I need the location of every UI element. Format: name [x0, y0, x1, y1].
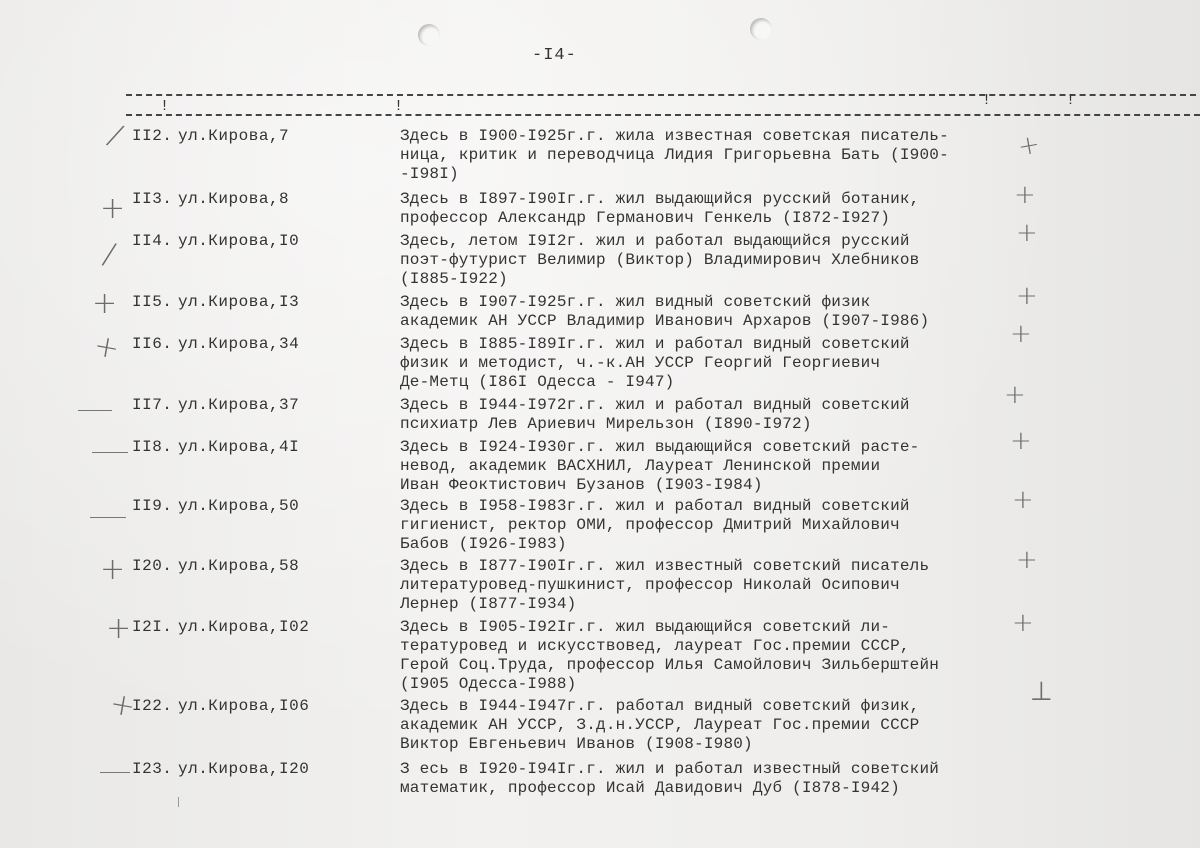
entry-address: ул.Кирова,I3 [178, 293, 300, 311]
page-number: -I4- [532, 46, 577, 65]
plus-mark-icon: + [1004, 380, 1026, 410]
entry-number: II5. [132, 293, 173, 311]
entry-text: Здесь в I877-I90Iг.г. жил известный советский писатель литературовед-пушкинист, профессор Николай Осипович Лернер (I877-I934) [400, 557, 930, 613]
entry-text: Здесь в I885-I89Iг.г. жил и работал видный советский физик и методист, ч.-к.АН УССР Георгий Георгиевич Де-Метц (I86I Одесса - I947) [400, 335, 910, 391]
entry-number: II4. [132, 232, 173, 250]
dash-mark-icon [90, 517, 126, 518]
entry-number: I22. [132, 697, 173, 715]
punch-hole [750, 18, 772, 40]
plus-mark-icon: + [1010, 426, 1032, 456]
plus-mark-icon: + [92, 286, 118, 321]
dash-mark-icon [78, 410, 112, 411]
plus-mark-icon: + [100, 552, 126, 587]
column-tick: ! [160, 98, 170, 115]
entry-address: ул.Кирова,I0 [178, 232, 300, 250]
plus-mark-icon: + [1016, 281, 1038, 311]
entry-text: Здесь в I944-I972г.г. жил и работал видный советский психиатр Лев Ариевич Мирельзон (I890-I972) [400, 396, 910, 433]
entry-address: ул.Кирова,37 [178, 396, 300, 414]
dash-mark-icon [100, 772, 130, 773]
entry-text: З есь в I920-I94Iг.г. жил и работал известный советский математик, профессор Исай Давидович Дуб (I878-I942) [400, 760, 940, 797]
entry-address: ул.Кирова,I06 [178, 697, 310, 715]
entry-number: I23. [132, 760, 173, 778]
entry-address: ул.Кирова,34 [178, 335, 300, 353]
entry-text: Здесь в I900-I925г.г. жила известная советская писатель- ница, критик и переводчица Лидия Григорьевна Бать (I900- -I98I) [400, 127, 949, 183]
entry-text: Здесь в I905-I92Iг.г. жил выдающийся советский ли- тературовед и искусствовед, лауреат Гос.премии СССР, Герой Соц.Труда, профессор Илья Самойлович Зильберштейн (I905 Одесса-I988) [400, 618, 940, 693]
header-rule [126, 114, 1200, 116]
column-tick: ! [394, 98, 404, 115]
plus-mark-icon: + [1015, 129, 1043, 163]
plus-mark-icon: + [106, 611, 132, 646]
plus-mark-icon: + [1016, 218, 1038, 248]
entry-number: II2. [132, 127, 173, 145]
entry-number: II7. [132, 396, 173, 414]
plus-mark-icon: ⊥ [1030, 677, 1053, 707]
entry-address: ул.Кирова,50 [178, 497, 300, 515]
dash-mark-icon [92, 452, 128, 453]
entry-text: Здесь, летом I9I2г. жил и работал выдающийся русский поэт-футурист Велимир (Виктор) Владимирович Хлебников (I885-I922) [400, 232, 920, 288]
entry-text: Здесь в I924-I930г.г. жил выдающийся советский расте- невод, академик ВАСХНИЛ, Лауреат Ленинской премии Иван Феоктистович Бузанов (I903-I984) [400, 438, 920, 494]
check-mark-icon: / [103, 117, 128, 154]
entry-address: ул.Кирова,8 [178, 190, 290, 208]
header-rule [126, 94, 1196, 96]
plus-mark-icon: + [1010, 319, 1032, 349]
plus-mark-icon: + [91, 328, 123, 367]
entry-address: ул.Кирова,7 [178, 127, 290, 145]
entry-address: ул.Кирова,I02 [178, 618, 310, 636]
plus-mark-icon: + [1016, 545, 1038, 575]
column-tick: ! [1066, 92, 1076, 109]
margin-tick [178, 797, 180, 807]
punch-hole [418, 24, 440, 46]
entry-number: I20. [132, 557, 173, 575]
plus-mark-icon: + [107, 686, 139, 725]
entry-number: II6. [132, 335, 173, 353]
entry-text: Здесь в I897-I90Iг.г. жил выдающийся русский ботаник, профессор Александр Германович Генкель (I872-I927) [400, 190, 920, 227]
entry-address: ул.Кирова,58 [178, 557, 300, 575]
plus-mark-icon: + [100, 191, 126, 226]
entry-number: II3. [132, 190, 173, 208]
check-mark-icon: / [99, 236, 119, 273]
entry-text: Здесь в I958-I983г.г. жил и работал видный советский гигиенист, ректор ОМИ, профессор Дмитрий Михайлович Бабов (I926-I983) [400, 497, 910, 553]
entry-number: II8. [132, 438, 173, 456]
entry-address: ул.Кирова,I20 [178, 760, 310, 778]
entry-number: I2I. [132, 618, 173, 636]
column-tick: ! [982, 92, 992, 109]
entry-text: Здесь в I907-I925г.г. жил видный советский физик академик АН УССР Владимир Иванович Архаров (I907-I986) [400, 293, 930, 330]
plus-mark-icon: + [1012, 485, 1034, 515]
plus-mark-icon: + [1012, 608, 1034, 638]
entry-address: ул.Кирова,4I [178, 438, 300, 456]
entry-text: Здесь в I944-I947г.г. работал видный советский физик, академик АН УССР, З.д.н.УССР, Лауреат Гос.премии СССР Виктор Евгеньевич Иванов (I908-I980) [400, 697, 920, 753]
plus-mark-icon: + [1014, 180, 1036, 210]
entry-number: II9. [132, 497, 173, 515]
